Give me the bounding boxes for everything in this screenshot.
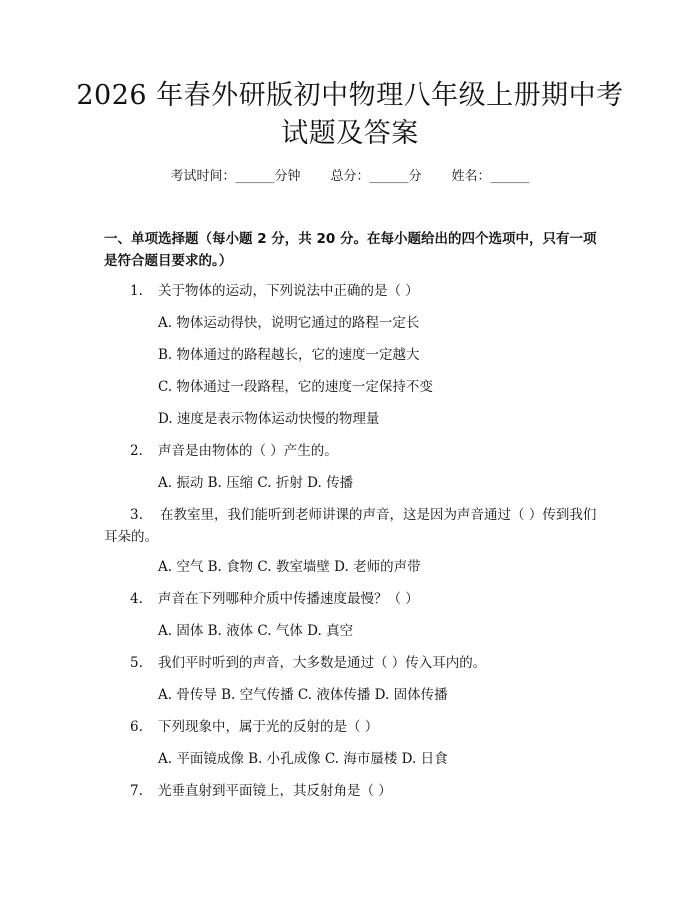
question-text: 我们平时听到的声音，大多数是通过（ ）传入耳内的。 <box>158 655 487 671</box>
question-text: 下列现象中，属于光的反射的是（ ） <box>158 719 379 735</box>
question-text: 在教室里，我们能听到老师讲课的声音，这是因为声音通过（ ）传到我们耳朵的。 <box>104 507 597 545</box>
question-text: 关于物体的运动，下列说法中正确的是（ ） <box>158 283 419 299</box>
question-6-options: A. 平面镜成像 B. 小孔成像 C. 海市蜃楼 D. 日食 <box>158 751 448 767</box>
question-number: 3. <box>130 507 143 523</box>
question-number: 4. <box>130 591 143 607</box>
question-1 <box>104 280 604 302</box>
question-number: 1. <box>130 283 143 299</box>
question-1-option-b: B. 物体通过的路程越长，它的速度一定越大 <box>158 347 420 363</box>
question-3 <box>104 504 604 548</box>
question-6 <box>104 716 604 738</box>
document-title-line-2: 试题及答案 <box>281 118 419 149</box>
question-text: 声音是由物体的（ ）产生的。 <box>158 443 338 459</box>
question-4 <box>104 588 604 610</box>
question-4-options: A. 固体 B. 液体 C. 气体 D. 真空 <box>158 623 354 639</box>
question-text: 声音在下列哪种介质中传播速度最慢？（ ） <box>158 591 419 607</box>
question-3-options: A. 空气 B. 食物 C. 教室墙壁 D. 老师的声带 <box>158 559 421 575</box>
question-5-options: A. 骨传导 B. 空气传播 C. 液体传播 D. 固体传播 <box>158 687 448 703</box>
question-number: 6. <box>130 719 143 735</box>
exam-info <box>0 168 700 186</box>
document-title-line-1: 2026 年春外研版初中物理八年级上册期中考 <box>76 80 624 111</box>
question-text: 光垂直射到平面镜上，其反射角是（ ） <box>158 783 392 799</box>
question-7 <box>104 780 604 802</box>
exam-name-label: 姓名：______ <box>451 169 530 184</box>
question-2 <box>104 440 604 462</box>
question-number: 7. <box>130 783 143 799</box>
question-1-option-d: D. 速度是表示物体运动快慢的物理量 <box>158 411 380 427</box>
exam-score-label: 总分：______分 <box>330 169 422 184</box>
exam-time-label: 考试时间：______分钟 <box>170 169 301 184</box>
question-number: 5. <box>130 655 143 671</box>
question-1-option-a: A. 物体运动得快，说明它通过的路程一定长 <box>158 315 420 331</box>
question-5 <box>104 652 604 674</box>
question-1-option-c: C. 物体通过一段路程，它的速度一定保持不变 <box>158 379 433 395</box>
question-number: 2. <box>130 443 143 459</box>
section-1-heading: 一、单项选择题（每小题 2 分，共 20 分。在每小题给出的四个选项中，只有一项是符合题目要求的。） <box>104 231 597 269</box>
question-2-options: A. 振动 B. 压缩 C. 折射 D. 传播 <box>158 475 354 491</box>
